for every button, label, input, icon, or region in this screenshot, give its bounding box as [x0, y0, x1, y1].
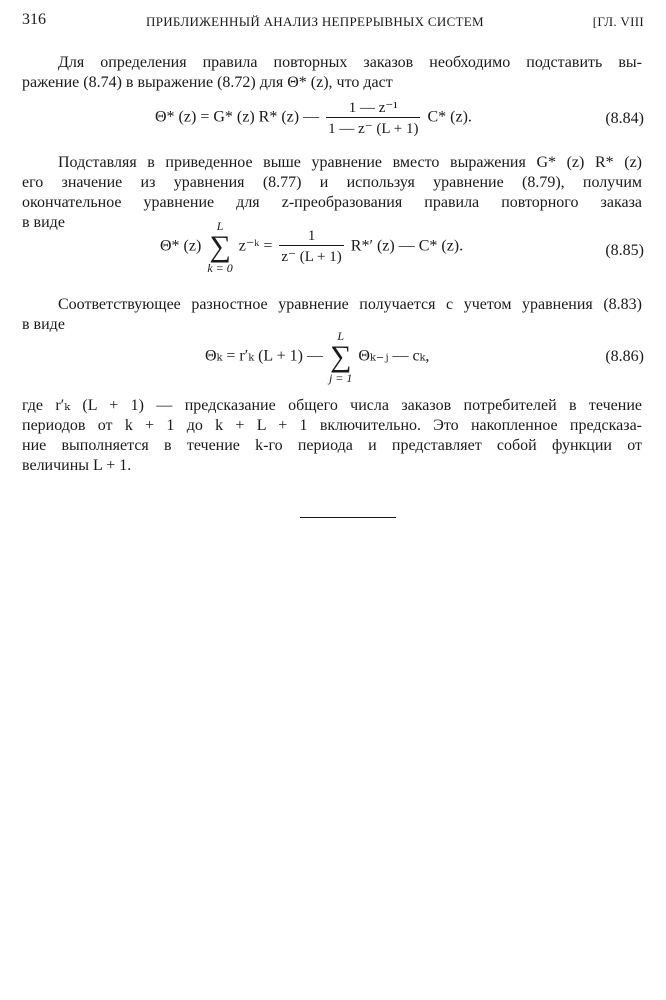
eq-summand: z⁻ᵏ = [238, 237, 273, 255]
text-line: периодов от k + 1 до k + L + 1 включительно. Это накопленное предсказа- [22, 417, 642, 434]
sum-lower-limit: k = 0 [207, 261, 233, 275]
text-line: величины L + 1. [22, 457, 132, 474]
eq-fraction [279, 228, 343, 266]
equation-8-84 [0, 98, 666, 142]
sum-upper-limit: L [216, 219, 224, 233]
paragraph-intro [22, 53, 642, 93]
sum-symbol: L ∑ j = 1 [328, 329, 353, 385]
equation-8-86 [0, 330, 666, 392]
text-line: Соответствующее разностное уравнение получается с учетом уравнения (8.83) [58, 296, 642, 313]
sum-lower-limit: j = 1 [328, 371, 353, 385]
running-title: ПРИБЛИЖЕННЫЙ АНАЛИЗ НЕПРЕРЫВНЫХ СИСТЕМ [146, 14, 484, 29]
text-line: Для определения правила повторных заказов необходимо подставить вы- [58, 54, 642, 71]
eq-fraction [326, 98, 420, 138]
text-line: окончательное уравнение для z-преобразования правила повторного заказа [22, 194, 642, 211]
text-line: в виде [22, 214, 65, 231]
text-line: ние выполняется в течение k-го периода и представляет собой функции от [22, 437, 642, 454]
sum-upper-limit: L [337, 329, 344, 343]
equation-number: (8.86) [605, 348, 644, 365]
text-line: в виде [22, 316, 65, 333]
eq-lhs: Θ* (z) [160, 237, 202, 255]
eq-rhs: C* (z). [427, 108, 472, 126]
paragraph-difference [22, 295, 642, 335]
section-end-rule [300, 517, 396, 518]
sum-symbol: L ∑ k = 0 [207, 219, 233, 275]
equation-8-85 [0, 220, 666, 286]
eq-rhs: R*′ (z) — C* (z). [350, 237, 464, 255]
paragraph-explanation [22, 396, 642, 476]
chapter-label: [ГЛ. VIII [592, 14, 644, 29]
equation-number: (8.84) [605, 110, 644, 127]
equation-number: (8.85) [605, 242, 644, 259]
eq-numerator: 1 [307, 228, 316, 244]
text-line: его значение из уравнения (8.77) и используя уравнение (8.79), получим [22, 174, 642, 191]
eq-numerator: 1 — z⁻¹ [348, 100, 398, 116]
text-line: где r′ₖ (L + 1) — предсказание общего числа заказов потребителей в течение [22, 397, 642, 414]
text-line: ражение (8.74) в выражение (8.72) для Θ* (z), что даст [22, 74, 393, 91]
eq-lhs: Θ* (z) = G* (z) R* (z) — [155, 108, 320, 126]
eq-rhs: Θₖ₋ⱼ — cₖ, [358, 347, 430, 365]
eq-denominator: z⁻ (L + 1) [279, 245, 343, 266]
eq-lhs: Θₖ = r′ₖ (L + 1) — [205, 347, 323, 365]
eq-denominator: 1 — z⁻ (L + 1) [326, 117, 420, 138]
page-header [22, 11, 644, 35]
text-line: Подставляя в приведенное выше уравнение вместо выражения G* (z) R* (z) [58, 154, 642, 171]
page-number: 316 [22, 11, 46, 28]
